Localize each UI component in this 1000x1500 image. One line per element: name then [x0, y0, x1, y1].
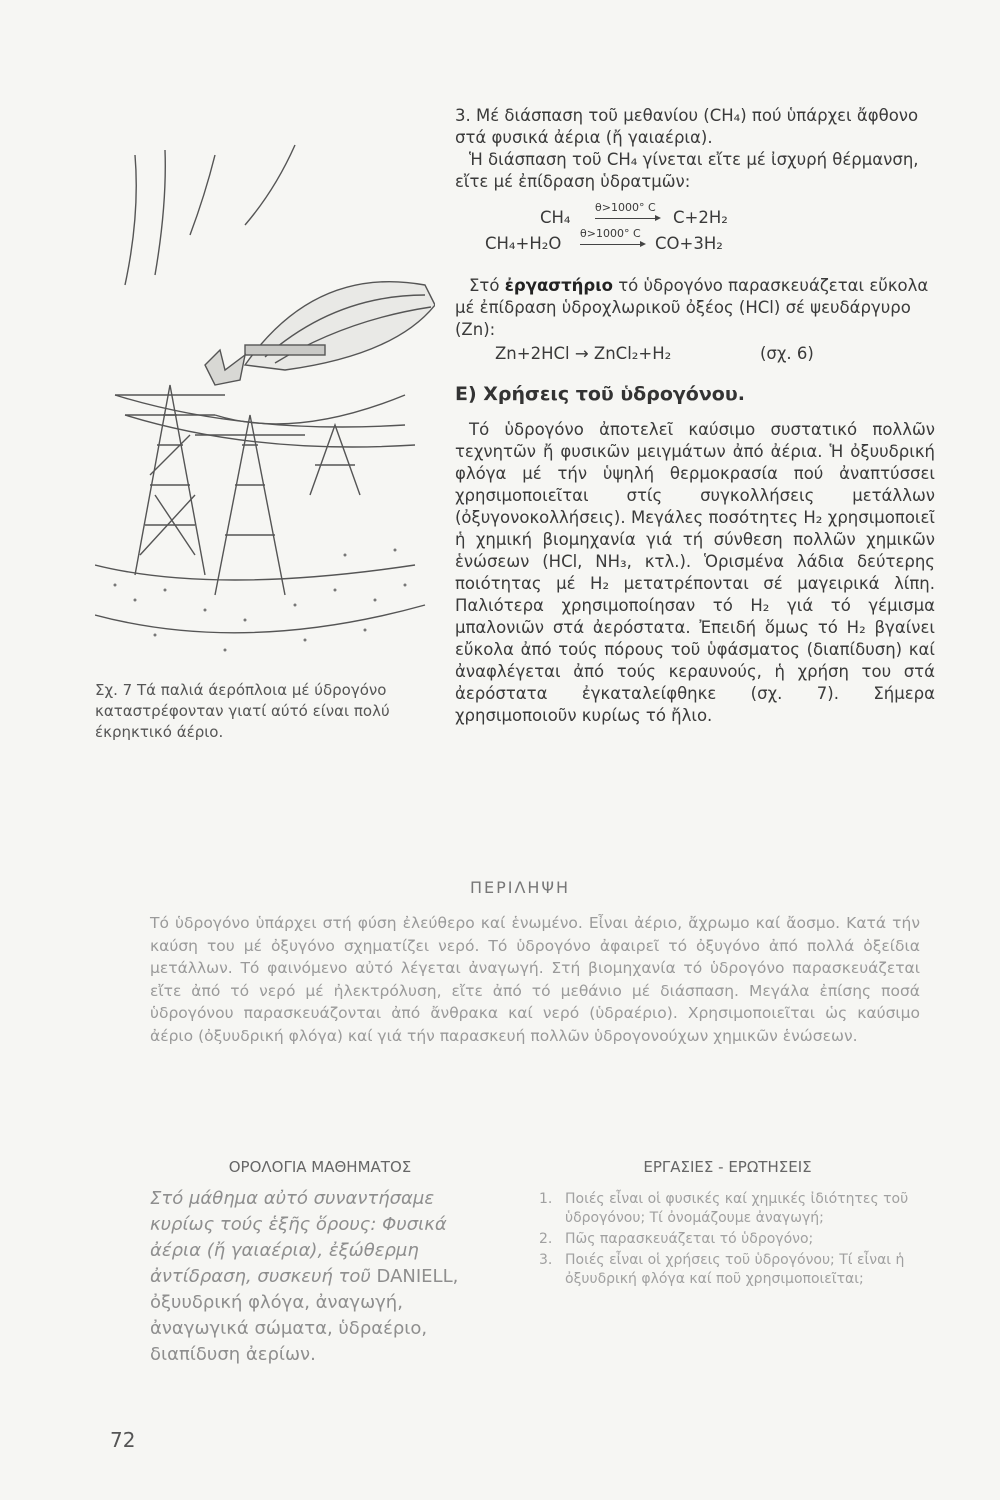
sky-stroke: [125, 155, 136, 285]
ground-line: [95, 605, 425, 633]
item-3-intro: 3. Μέ διάσπαση τοῦ μεθανίου (CH₄) πού ὑπάρχει ἄφθονο στά φυσικά ἀέρια (ἤ γαιαέρια).: [455, 106, 919, 147]
airship-illustration: [95, 95, 435, 670]
explosion: [205, 350, 245, 385]
eq1-reactant: CH₄: [540, 208, 571, 227]
airship-hull: [245, 282, 435, 370]
task-text: Ποιές εἶναι οἱ φυσικές καί χημικές ἰδιότητες τοῦ ὑδρογόνου; Τί ὀνομάζουμε ἀναγωγή;: [565, 1191, 909, 1226]
task-item: [535, 1190, 920, 1228]
eq1-arrow: [595, 218, 657, 219]
pylon-truss: [140, 435, 195, 555]
power-wire: [125, 415, 415, 447]
power-wire: [215, 395, 405, 424]
sky-stroke: [190, 155, 215, 235]
eq2-condition: θ>1000° C: [580, 227, 641, 240]
pylon-arm: [115, 395, 225, 415]
terms-intro: Στό μάθημα αὐτό συναντήσαμε κυρίως τούς ἑξῆς ὅρους:: [150, 1188, 435, 1235]
lab-pre: Στό: [469, 276, 505, 295]
eq3-formula: Zn+2HCl → ZnCl₂+H₂: [495, 344, 672, 363]
sky-stroke: [155, 150, 165, 275]
airship-drawing: [95, 95, 435, 670]
equation-steam-reforming: [455, 227, 935, 253]
equation-methane-decomposition: [455, 201, 935, 227]
pylon-crossbar: [225, 445, 275, 535]
eq2-product: CO+3H₂: [655, 234, 723, 253]
terms-daniell: DANIELL: [376, 1266, 453, 1287]
terms-list-part1: Φυσικά ἀέρια (ἤ γαιαέρια), ἐξώθερμη ἀντίδραση, συσκευή τοῦ: [150, 1214, 447, 1287]
ground-dots: [114, 549, 407, 652]
task-number: 2.: [539, 1231, 553, 1247]
figure-caption: Σχ. 7 Τά παλιά άερόπλοια μέ ύδρογόνο καταστρέφονταν γιατί αύτό είναι πολύ έκρηκτικό άέριο.: [95, 681, 390, 741]
summary-text: Τό ὑδρογόνο ὑπάρχει στή φύση ἐλεύθερο καί ἑνωμένο. Εἶναι ἀέριο, ἄχρωμο καί ἄοσμο. Κατά τήν καύση του μέ ὀξυγόνο σχηματίζει νερό. Τό ὑδρογόνο ἀφαιρεῖ τό ὀξυγόνο ἀπό πολλά ὀξείδια μετάλλων. Τό φαινόμενο αὐτό λέγεται ἀναγωγή. Στή βιομηχανία τό ὑδρογόνο παρασκευάζεται εἴτε ἀπό τό νερό μέ ἠλεκτρόλυση, εἴτε ἀπό τό μεθάνιο μέ διάσπαση. Μεγάλα ἐπίσης ποσά ὑδρογόνου παρασκευάζονται ἀπό ἄνθρακα καί νερό (ὑδραέριο). Χρησιμοποιεῖται ὡς καύσιμο ἀέριο (ὀξυυδρική φλόγα) καί γιά τήν παρασκευή πολλῶν ὑδρογονούχων χημικῶν ἑνώσεων.: [150, 914, 920, 1045]
item-3-explanation: Ἡ διάσπαση τοῦ CH₄ γίνεται εἴτε μέ ἰσχυρή θέρμανση, εἴτε μέ ἐπίδραση ὑδρατμῶν:: [455, 150, 919, 191]
eq3-reference: (σχ. 6): [760, 344, 814, 363]
ground-line: [95, 565, 415, 580]
terms-heading: ΟΡΟΛΟΓΙΑ ΜΑΘΗΜΑΤΟΣ: [228, 1158, 412, 1176]
section-e-heading: Ε) Χρήσεις τοῦ ὑδρογόνου.: [455, 383, 745, 405]
eq2-reactant: CH₄+H₂O: [485, 234, 562, 253]
tasks-column: [535, 1158, 920, 1291]
lab-preparation-text: [455, 275, 935, 341]
task-item: [535, 1230, 920, 1249]
lab-post: τό ὑδρογόνο παρασκευάζεται εὔκολα μέ ἐπίδραση ὑδροχλωρικοῦ ὀξέος (HCl) σέ ψευδάργυρο (Zn):: [455, 276, 929, 339]
eq1-arrow-head: [655, 215, 661, 221]
pylon: [135, 385, 205, 575]
eq1-condition: θ>1000° C: [595, 201, 656, 214]
terms-column: [150, 1158, 490, 1368]
task-number: 1.: [539, 1191, 553, 1207]
summary-heading: ΠΕΡΙΛΗΨΗ: [469, 878, 571, 897]
equation-zinc-hcl: [455, 343, 935, 365]
pylon: [215, 415, 285, 595]
eq1-product: C+2H₂: [673, 208, 728, 227]
terms-text: [150, 1186, 490, 1368]
task-text: Ποιές εἶναι οἱ χρήσεις τοῦ ὑδρογόνου; Τί εἶναι ἡ ὀξυυδρική φλόγα καί ποῦ χρησιμοποιεῖται;: [565, 1252, 905, 1287]
tasks-heading: ΕΡΓΑΣΙΕΣ - ΕΡΩΤΗΣΕΙΣ: [643, 1158, 812, 1176]
sky-stroke: [245, 145, 295, 225]
terms-list-part2: , ὀξυυδρική φλόγα, ἀναγωγή, ἀναγωγικά σώματα, ὑδραέριο, διαπίδυση ἀερίων.: [150, 1266, 459, 1365]
eq2-arrow-head: [640, 241, 646, 247]
section-e-text: Τό ὑδρογόνο ἀποτελεῖ καύσιμο συστατικό πολλῶν τεχνητῶν ἤ φυσικῶν μειγμάτων ἀπό ἀέρια. Ἡ ὀξυυδρική φλόγα μέ τήν ὑψηλή θερμοκρασία πού ἀναπτύσσει χρησιμοποιεῖται στίς συγκολλήσεις μετάλλων (ὀξυγονοκολλήσεις). Μεγάλες ποσότητες H₂ χρησιμοποιεῖ ἡ χημική βιομηχανία γιά τή σύνθεση πολλῶν χημικῶν ἑνώσεων (HCl, NH₃, κτλ.). Ὁρισμένα λάδια δεύτερης ποιότητας μέ H₂ μετατρέπονται σέ μαγειρικά λίπη. Παλιότερα χρησιμοποίησαν τό H₂ γιά τό γέμισμα μπαλονιῶν στά ἀερόστατα. Ἐπειδή ὅμως τό H₂ βγαίνει εὔκολα ἀπό τούς πόρους τοῦ ὑφάσματος (διαπίδυση) καί ἀναφλέγεται ἀπό τούς κεραυνούς, ἡ χρήση του στά ἀερόστατα ἐγκαταλείφθηκε (σχ. 7). Σήμερα χρησιμοποιοῦν κυρίως τό ἤλιο.: [455, 420, 935, 725]
airship-gondola: [245, 345, 325, 355]
task-item: [535, 1251, 920, 1289]
pylon: [310, 425, 360, 495]
task-number: 3.: [539, 1252, 553, 1268]
page-number: 72: [110, 1428, 136, 1452]
eq2-arrow: [580, 244, 642, 245]
task-text: Πῶς παρασκευάζεται τό ὑδρογόνο;: [565, 1231, 814, 1247]
main-text-column: [455, 105, 935, 727]
lab-term: ἐργαστήριο: [504, 276, 613, 295]
